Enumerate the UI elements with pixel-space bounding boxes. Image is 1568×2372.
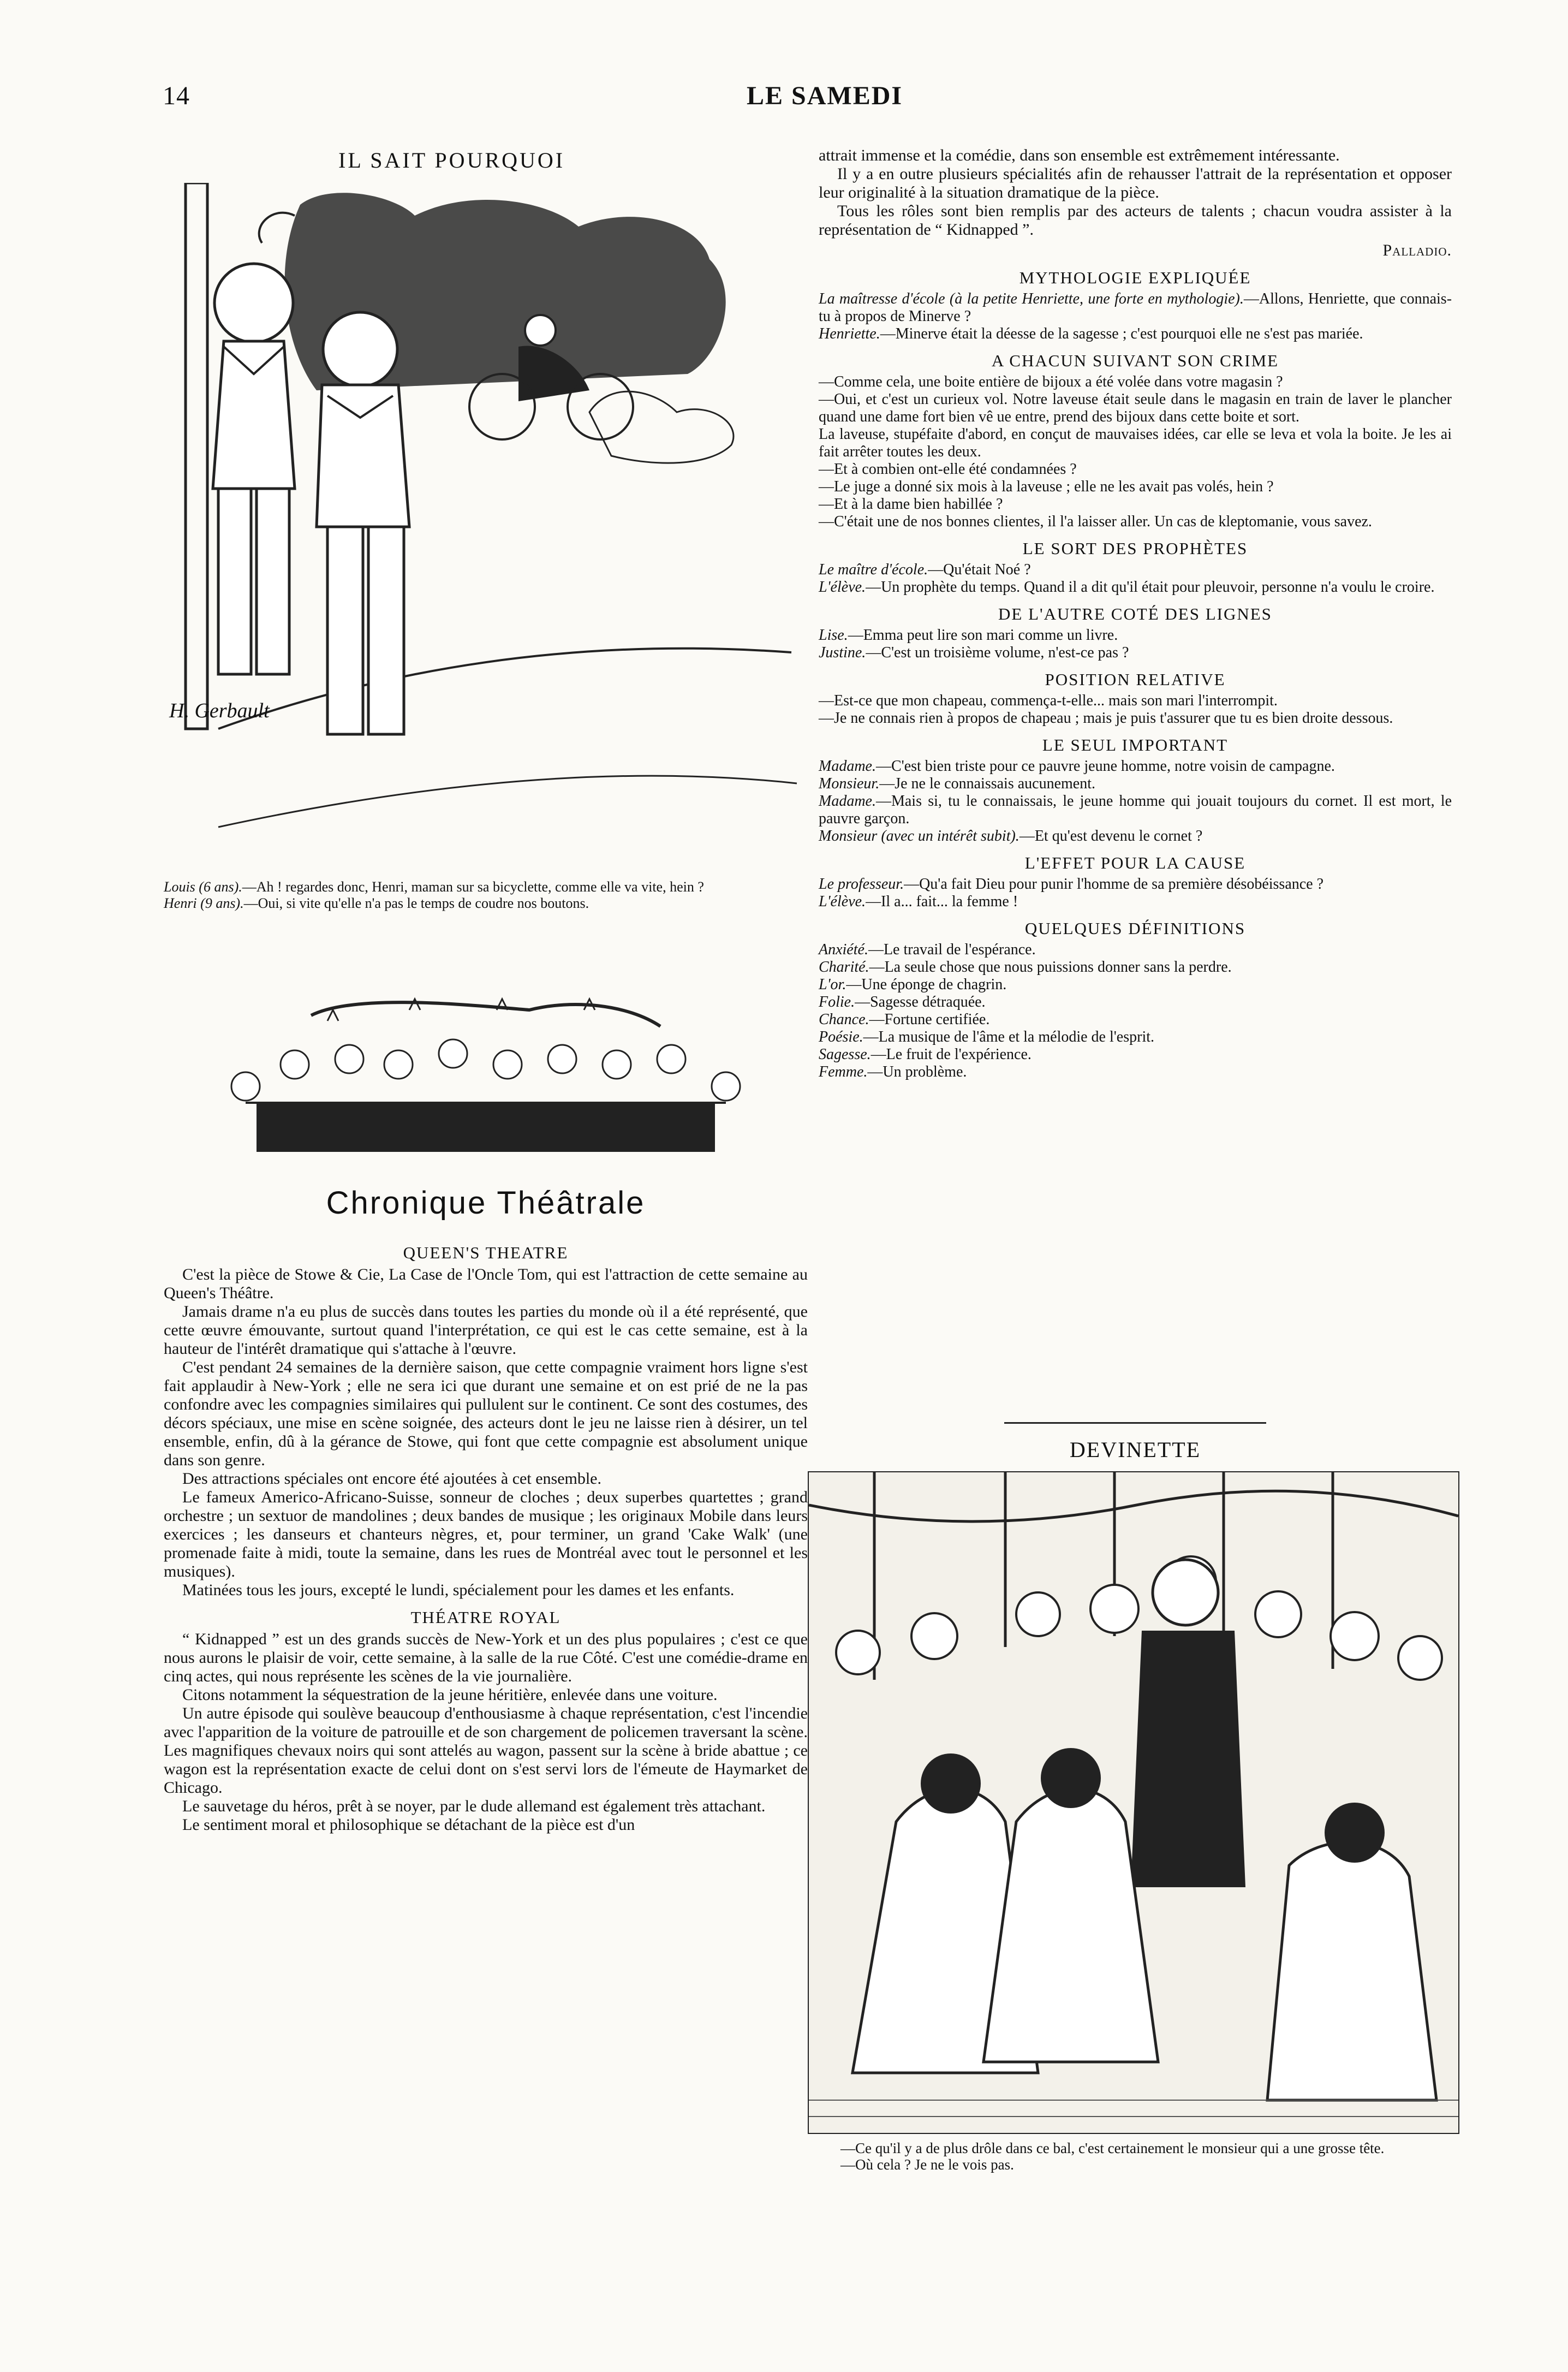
queens-paragraph: Matinées tous les jours, excepté le lundi, spécialement pour les dames et les enfants. xyxy=(182,1581,735,1599)
dialog-line: Madame.—C'est bien triste pour ce pauvre jeune homme, notre voisin de campagne. xyxy=(819,758,1335,775)
page-number: 14 xyxy=(163,81,190,110)
queens-paragraph: C'est la pièce de Stowe & Cie, La Case de l'Oncle Tom, qui est l'attraction de cette semaine au Queen's Théâtre. xyxy=(164,1265,808,1302)
cartoon-drawing xyxy=(164,183,808,865)
definition-line: Femme.—Un problème. xyxy=(819,1063,967,1080)
caption-line: Louis (6 ans).—Ah ! regardes donc, Henri, maman sur sa bicyclette, comme elle va vite, hein ? xyxy=(164,879,704,895)
devinette-line: —Ce qu'il y a de plus drôle dans ce bal, c'est certainement le monsieur qui a une grosse tête. xyxy=(840,2140,1385,2156)
devinette-line: —Où cela ? Je ne le vois pas. xyxy=(840,2156,1014,2173)
dialog-line: Le professeur.—Qu'a fait Dieu pour punir l'homme de sa première désobéissance ? xyxy=(819,876,1324,893)
right-column-text xyxy=(819,146,1452,1081)
journal-title: LE SAMEDI xyxy=(747,81,903,110)
continuation-paragraph: Tous les rôles sont bien remplis par des acteurs de talents ; chacun voudra assister à la représentation de “ Kidnapped ”. xyxy=(819,202,1452,239)
dialog-line: Monsieur.—Je ne le connaissais aucunement. xyxy=(819,775,1095,792)
dialog-line: —Comme cela, une boite entière de bijoux a été volée dans votre magasin ? xyxy=(819,373,1283,390)
dialog-line: La maîtresse d'école (à la petite Henriette, une forte en mythologie).—Allons, Henriette, que connais-tu à propos de Minerve ? xyxy=(819,290,1452,325)
children-dancing-illustration xyxy=(191,994,780,1163)
dialog-line: L'élève.—Un prophète du temps. Quand il a dit qu'il était pour pleuvoir, personne n'a voulu le croire. xyxy=(819,579,1435,596)
anecdote-position xyxy=(819,670,1452,727)
cartoon-title: IL SAIT POURQUOI xyxy=(338,148,565,173)
dialog-line: —C'était une de nos bonnes clientes, il l'a laisser aller. Un cas de kleptomanie, vous savez. xyxy=(819,513,1372,530)
anecdote-heading: QUELQUES DÉFINITIONS xyxy=(1024,919,1246,938)
dialog-line: Monsieur (avec un intérêt subit).—Et qu'est devenu le cornet ? xyxy=(819,828,1203,845)
anecdote-important xyxy=(819,736,1452,845)
dialog-line: —Et à combien ont-elle été condamnées ? xyxy=(819,461,1077,478)
queens-paragraph: Jamais drame n'a eu plus de succès dans toutes les parties du monde où il a été représenté, que cette œuvre émouvante, surtout quand l'interprétation, ce qui est le cas cette semaine, est à la hauteur de l'intérêt dramatique qui s'attache à l'œuvre. xyxy=(164,1303,808,1358)
continuation-paragraph: attrait immense et la comédie, dans son ensemble est extrêmement intéressante. xyxy=(819,146,1340,164)
anecdote-heading: L'EFFET POUR LA CAUSE xyxy=(1024,853,1246,872)
anecdote-heading: LE SORT DES PROPHÈTES xyxy=(1022,539,1248,558)
dialog-line: L'élève.—Il a... fait... la femme ! xyxy=(819,893,1018,910)
anecdote-heading: DE L'AUTRE COTÉ DES LIGNES xyxy=(998,604,1272,623)
cartoon-il-sait-pourquoi xyxy=(164,183,808,865)
dialog-line: —Et à la dame bien habillée ? xyxy=(819,496,1003,513)
definition-line: Sagesse.—Le fruit de l'expérience. xyxy=(819,1046,1032,1063)
anecdote-definitions xyxy=(819,919,1452,1081)
royal-heading: THÉATRE ROYAL xyxy=(410,1608,561,1627)
article-signature: Palladio. xyxy=(1382,241,1452,259)
queens-paragraph: Des attractions spéciales ont encore été ajoutées à cet ensemble. xyxy=(182,1470,601,1488)
dialog-line: —Le juge a donné six mois à la laveuse ; elle ne les avait pas volés, hein ? xyxy=(819,478,1274,495)
anecdote-crime xyxy=(819,352,1452,531)
anecdote-heading: POSITION RELATIVE xyxy=(1045,670,1226,689)
definition-line: Folie.—Sagesse détraquée. xyxy=(819,994,986,1010)
royal-paragraph: “ Kidnapped ” est un des grands succès de New-York et un des plus populaires ; c'est ce que nous aurons le plaisir de voir, cette semaine, à la salle de la rue Côté. C'est une comédie-drame en cinq actes, qui nous représente les scènes de la vie journalière. xyxy=(164,1630,808,1685)
cartoon-signature: H. Gerbault xyxy=(169,699,270,722)
dialog-line: Madame.—Mais si, tu le connaissais, le jeune homme qui jouait toujours du cornet. Il est mort, le pauvre garçon. xyxy=(819,793,1452,827)
dialog-line: Henriette.—Minerve était la déesse de la sagesse ; c'est pourquoi elle ne s'est pas mariée. xyxy=(819,325,1363,342)
anecdote-prophetes xyxy=(819,539,1452,596)
definition-line: Anxiété.—Le travail de l'espérance. xyxy=(819,941,1036,958)
continuation-paragraph: Il y a en outre plusieurs spécialités afin de rehausser l'attrait de la représentation et opposer leur originalité à la situation dramatique de la pièce. xyxy=(819,165,1452,201)
anecdote-lignes xyxy=(819,605,1452,662)
royal-paragraph: Citons notamment la séquestration de la jeune héritière, enlevée dans une voiture. xyxy=(182,1686,718,1704)
devinette-drawing xyxy=(809,1472,1458,2133)
dialog-line: Le maître d'école.—Qu'était Noé ? xyxy=(819,561,1031,578)
royal-paragraph: Un autre épisode qui soulève beaucoup d'enthousiasme à chaque représentation, c'est l'incendie avec l'apparition de la voiture de patrouille et de son chargement de policemen traversant la scène. Les magnifiques chevaux noirs qui sont attelés au wagon, passent sur la scène à bride abattue ; ce wagon est la représentation exacte de celui dont on s'est servi lors de l'émeute de Haymarket de Chicago. xyxy=(164,1704,808,1797)
section-rule xyxy=(1004,1422,1266,1424)
caption-line: Henri (9 ans).—Oui, si vite qu'elle n'a pas le temps de coudre nos boutons. xyxy=(164,895,589,911)
devinette-ball-illustration xyxy=(808,1471,1459,2134)
anecdote-heading: LE SEUL IMPORTANT xyxy=(1042,735,1229,754)
chronique-title: Chronique Théâtrale xyxy=(326,1185,646,1221)
queens-paragraph: Le fameux Americo-Africano-Suisse, sonneur de cloches ; deux superbes quartettes ; grand orchestre ; un sextuor de mandolines ; deux bandes de musique ; les originaux Mobile dans leurs exercices ; les danseurs et chanteurs nègres, et, pour terminer, un grand 'Cake Walk' (une promenade faite à midi, toute la semaine, dans les rues de Montréal avec tout le personnel et les musiques). xyxy=(164,1488,808,1580)
anecdote-heading: MYTHOLOGIE EXPLIQUÉE xyxy=(1019,268,1251,287)
left-column-text xyxy=(164,1235,808,1834)
cartoon-caption xyxy=(164,879,808,912)
queens-paragraph: C'est pendant 24 semaines de la dernière saison, que cette compagnie vraiment hors ligne s'est fait applaudir à New-York ; elle ne sera ici que durant une semaine et on est prié de ne la pas confondre avec les compagnies similaires qui pullulent sur le continent. Ce sont des costumes, des décors spéciaux, une mise en scène soignée, des acteurs dont le jeu ne laisse rien à désirer, un tel ensemble, enfin, dû à la gérance de Stowe, qui font que cette compagnie est absolument unique dans son genre. xyxy=(164,1358,808,1469)
definition-line: Poésie.—La musique de l'âme et la mélodie de l'esprit. xyxy=(819,1029,1155,1045)
royal-paragraph: Le sauvetage du héros, prêt à se noyer, par le dude allemand est également très attachant. xyxy=(182,1797,766,1815)
anecdote-effet xyxy=(819,854,1452,911)
devinette-caption xyxy=(840,2140,1446,2173)
definition-line: L'or.—Une éponge de chagrin. xyxy=(819,976,1007,993)
definition-line: Chance.—Fortune certifiée. xyxy=(819,1011,990,1028)
dialog-line: —Je ne connais rien à propos de chapeau ; mais je puis t'assurer que tu es bien droite dessous. xyxy=(819,710,1393,727)
devinette-title: DEVINETTE xyxy=(1069,1437,1201,1462)
anecdote-mythologie xyxy=(819,269,1452,343)
dialog-line: La laveuse, stupéfaite d'abord, en conçut de mauvaises idées, car elle se leva et vola la boite. Je les ai fait arrêter toutes les deux. xyxy=(819,426,1452,460)
definition-line: Charité.—La seule chose que nous puissions donner sans la perdre. xyxy=(819,959,1232,976)
dialog-line: —Oui, et c'est un curieux vol. Notre laveuse était seule dans le magasin en train de laver le plancher quand une dame fort bien vê ue entre, prend des bijoux dans cette boite et sort. xyxy=(819,391,1452,425)
dialog-line: —Est-ce que mon chapeau, commença-t-elle... mais son mari l'interrompit. xyxy=(819,692,1278,709)
dialog-line: Lise.—Emma peut lire son mari comme un livre. xyxy=(819,627,1118,644)
anecdote-heading: A CHACUN SUIVANT SON CRIME xyxy=(991,351,1279,370)
dialog-line: Justine.—C'est un troisième volume, n'est-ce pas ? xyxy=(819,644,1129,661)
royal-paragraph: Le sentiment moral et philosophique se détachant de la pièce est d'un xyxy=(182,1816,635,1834)
queens-heading: QUEEN'S THEATRE xyxy=(403,1243,569,1262)
children-dancing-drawing xyxy=(191,994,780,1163)
